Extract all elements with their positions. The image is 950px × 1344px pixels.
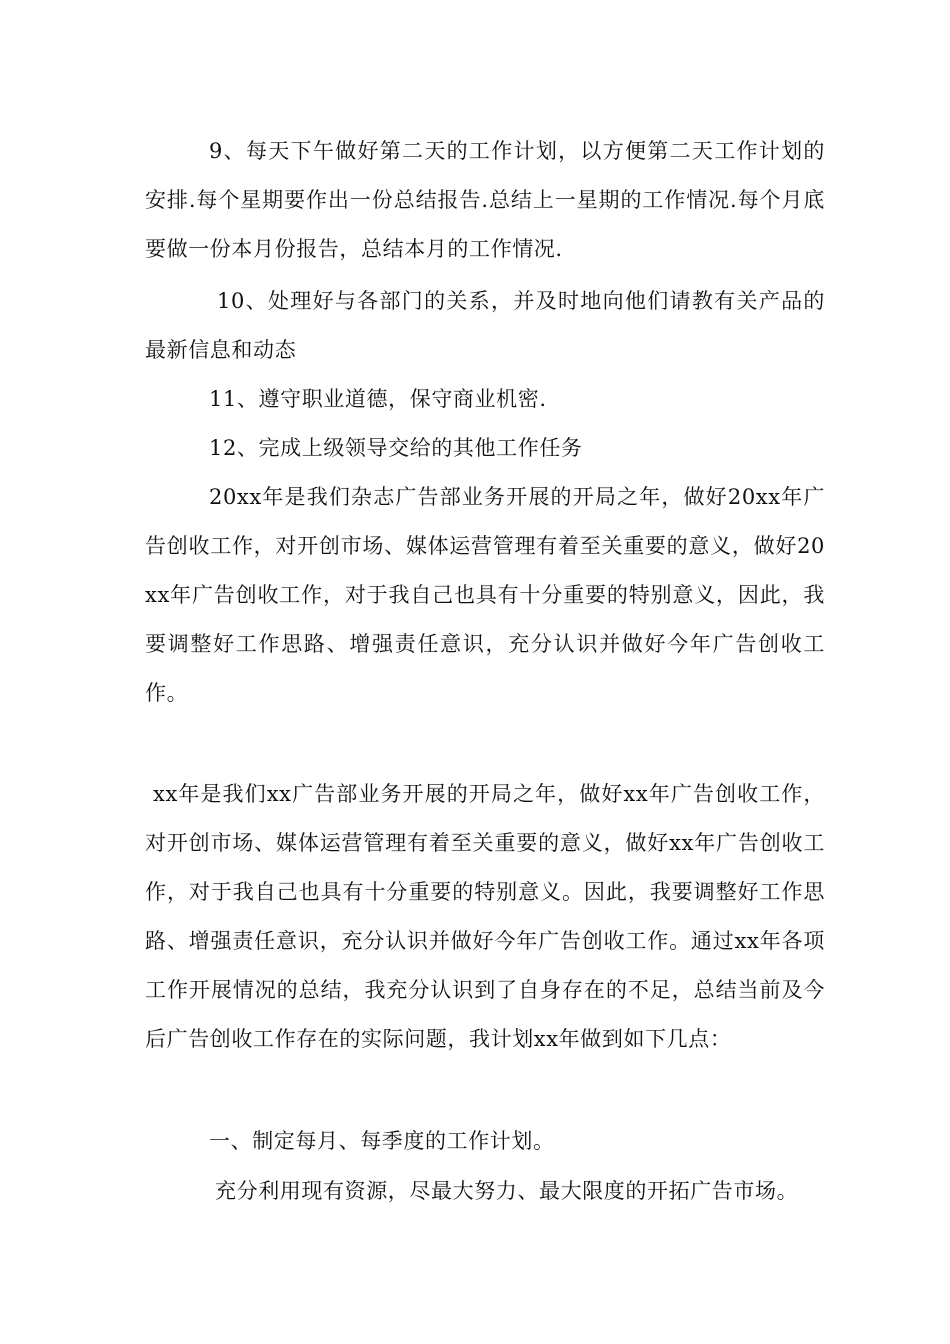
- paragraph-summary-1: 20xx年是我们杂志广告部业务开展的开局之年，做好20xx年广告创收工作，对开创市场、媒体运营管理有着至关重要的意义，做好20xx年广告创收工作，对于我自己也具有十分重要的特别意义，因此，我要调整好工作思路、增强责任意识，充分认识并做好今年广告创收工作。: [145, 485, 825, 705]
- paragraph-item-11: 11、遵守职业道德，保守商业机密.: [209, 387, 547, 411]
- section-heading-1: 一、制定每月、每季度的工作计划。: [209, 1129, 555, 1153]
- paragraph-item-12: 12、完成上级领导交给的其他工作任务: [209, 436, 583, 460]
- paragraph-item-9: 9、每天下午做好第二天的工作计划，以方便第二天工作计划的安排.每个星期要作出一份总结报告.总结上一星期的工作情况.每个月底要做一份本月份报告，总结本月的工作情况.: [145, 139, 825, 261]
- paragraph-item-10: 10、处理好与各部门的关系，并及时地向他们请教有关产品的最新信息和动态: [145, 289, 825, 362]
- paragraph-body: 充分利用现有资源，尽最大努力、最大限度的开拓广告市场。: [215, 1179, 799, 1203]
- paragraph-summary-2: xx年是我们xx广告部业务开展的开局之年，做好xx年广告创收工作，对开创市场、媒体运营管理有着至关重要的意义，做好xx年广告创收工作，对于我自己也具有十分重要的特别意义。因此，我要调整好工作思路、增强责任意识，充分认识并做好今年广告创收工作。通过xx年各项工作开展情况的总结，我充分认识到了自身存在的不足，总结当前及今后广告创收工作存在的实际问题，我计划xx年做到如下几点：: [145, 782, 825, 1051]
